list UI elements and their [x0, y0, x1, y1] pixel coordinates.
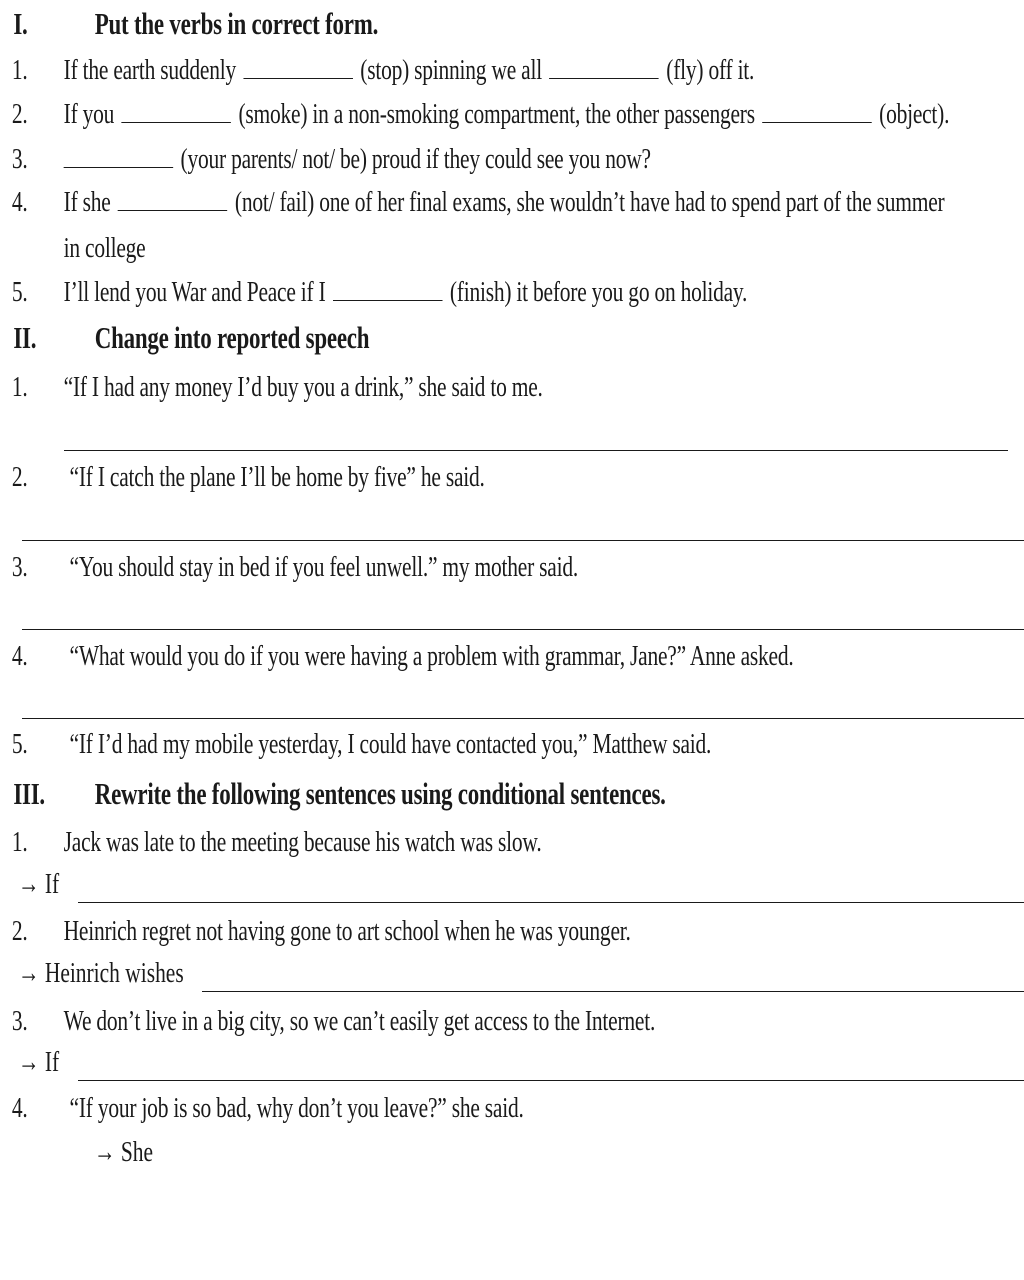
item-text: “If I’d had my mobile yesterday, I could have contacted you,” Matthew said.: [69, 728, 712, 760]
answer-blank[interactable]: [64, 166, 174, 168]
answer-line[interactable]: [64, 450, 1008, 451]
section-1-numeral: I.: [13, 6, 28, 41]
item-text: If you: [63, 98, 115, 130]
item-number: 4.: [11, 1092, 28, 1124]
item-text: “If your job is so bad, why don’t you leave?” she said.: [69, 1092, 524, 1124]
item-text: Jack was late to the meeting because his watch was slow.: [63, 826, 542, 858]
item-number: 3.: [11, 143, 28, 175]
item-text: Heinrich regret not having gone to art school when he was younger.: [63, 915, 631, 947]
item-number: 1.: [11, 826, 28, 858]
answer-line[interactable]: [22, 718, 1024, 719]
item-number: 2.: [11, 915, 28, 947]
item-number: 5.: [11, 728, 28, 760]
item-number: 5.: [11, 276, 28, 308]
item-text: I’ll lend you War and Peace if I: [63, 276, 326, 308]
item-text: (stop) spinning we all: [360, 54, 542, 86]
item-text: (smoke) in a non-smoking compartment, the other passengers: [238, 98, 755, 130]
answer-blank[interactable]: [333, 299, 443, 301]
answer-blank[interactable]: [122, 121, 232, 123]
answer-line[interactable]: [202, 991, 1024, 992]
item-number: 1.: [11, 54, 28, 86]
answer-blank[interactable]: [243, 77, 353, 79]
s3-item-3-prompt: → If: [18, 1046, 60, 1078]
item-text: “What would you do if you were having a problem with grammar, Jane?” Anne asked.: [69, 640, 794, 672]
item-number: 2.: [11, 461, 28, 493]
item-number: 2.: [11, 98, 28, 130]
item-text: (object).: [879, 98, 950, 130]
answer-line[interactable]: [22, 540, 1024, 541]
item-text: in college: [63, 232, 146, 264]
section-1-title: Put the verbs in correct form.: [94, 6, 379, 41]
s3-item-4-prompt: → She: [94, 1136, 154, 1168]
section-2-title: Change into reported speech: [94, 320, 370, 355]
item-text: (finish) it before you go on holiday.: [449, 276, 748, 308]
answer-blank[interactable]: [118, 209, 228, 211]
item-text: (your parents/ not/ be) proud if they could see you now?: [180, 143, 651, 175]
answer-line[interactable]: [78, 1080, 1024, 1081]
section-2-numeral: II.: [13, 320, 37, 355]
section-3-title: Rewrite the following sentences using conditional sentences.: [94, 776, 666, 811]
item-text: (fly) off it.: [666, 54, 755, 86]
item-number: 1.: [11, 371, 28, 403]
s3-item-1-prompt: → If: [18, 868, 60, 900]
answer-blank[interactable]: [762, 121, 872, 123]
item-number: 4.: [11, 640, 28, 672]
answer-line[interactable]: [22, 629, 1024, 630]
answer-line[interactable]: [78, 902, 1024, 903]
item-text: (not/ fail) one of her final exams, she wouldn’t have had to spend part of the summer: [234, 186, 945, 218]
item-number: 3.: [11, 551, 28, 583]
item-text: We don’t live in a big city, so we can’t easily get access to the Internet.: [63, 1005, 656, 1037]
item-number: 4.: [11, 186, 28, 218]
item-text: If she: [63, 186, 111, 218]
item-text: “If I catch the plane I’ll be home by five” he said.: [69, 461, 485, 493]
s3-item-2-prompt: → Heinrich wishes: [18, 957, 184, 989]
item-text: “You should stay in bed if you feel unwell.” my mother said.: [69, 551, 578, 583]
item-number: 3.: [11, 1005, 28, 1037]
item-text: If the earth suddenly: [63, 54, 236, 86]
answer-blank[interactable]: [549, 77, 659, 79]
section-3-numeral: III.: [13, 776, 45, 811]
item-text: “If I had any money I’d buy you a drink,” she said to me.: [63, 371, 543, 403]
